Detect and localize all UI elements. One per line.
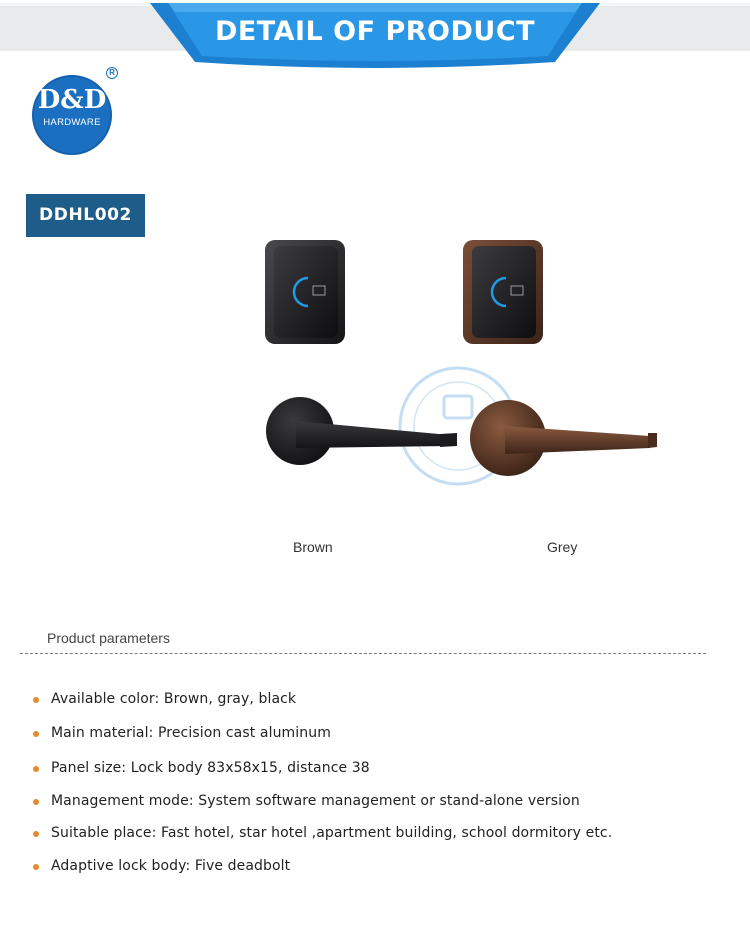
bullet-icon [33, 697, 39, 703]
lever-handle-brown [470, 400, 657, 476]
bullet-icon [33, 864, 39, 870]
variant-label-brown: Brown [293, 539, 333, 555]
variant-label-grey: Grey [547, 539, 578, 555]
lever-handle-dark [266, 397, 457, 465]
parameter-text: Adaptive lock body: Five deadbolt [51, 858, 291, 874]
parameter-text: Suitable place: Fast hotel, star hotel ,apartment building, school dormitory etc. [51, 825, 613, 841]
card-reader-dark [265, 240, 345, 344]
parameter-text: Management mode: System software management or stand-alone version [51, 793, 580, 809]
registered-mark-icon: R [106, 67, 118, 79]
parameter-text: Panel size: Lock body 83x58x15, distance 38 [51, 760, 370, 776]
brand-logo [32, 67, 118, 153]
bullet-icon [33, 766, 39, 772]
bullet-icon [33, 799, 39, 805]
logo-subtitle: HARDWARE [43, 117, 101, 128]
parameters-heading: Product parameters [47, 630, 170, 646]
parameter-text: Available color: Brown, gray, black [51, 691, 297, 707]
parameter-text: Main material: Precision cast aluminum [51, 725, 331, 741]
card-reader-brown [463, 240, 543, 344]
bullet-icon [33, 831, 39, 837]
product-image [250, 228, 670, 498]
page-title: DETAIL OF PRODUCT [214, 16, 536, 47]
model-code-label: DDHL002 [26, 194, 145, 237]
dashed-divider [20, 653, 706, 654]
logo-wordmark: D&D [37, 85, 107, 115]
bullet-icon [33, 731, 39, 737]
